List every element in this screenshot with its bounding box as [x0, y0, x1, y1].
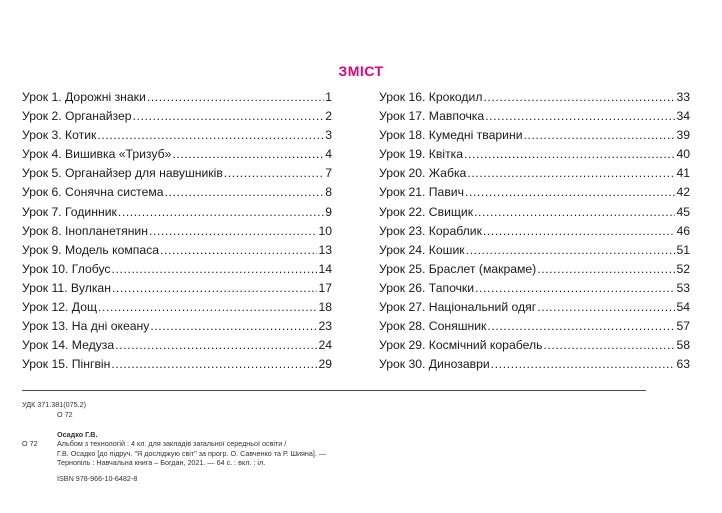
toc-entry-page: 58: [676, 338, 690, 353]
toc-entry-leader: [483, 88, 675, 107]
toc-entry-label: Урок 9. Модель компаса: [22, 242, 160, 257]
toc-entry-label: Урок 21. Павич: [379, 185, 464, 200]
toc-entry-leader: [111, 355, 317, 374]
toc-entry-page: 45: [676, 204, 690, 219]
toc-entry: [22, 317, 332, 336]
toc-entry-leader: [133, 107, 325, 126]
toc-entry-label: Урок 23. Кораблик: [379, 223, 482, 238]
toc-column-left: [22, 88, 332, 374]
toc-entry: [379, 336, 690, 355]
toc-entry-leader: [483, 222, 676, 241]
toc-entry-label: Урок 29. Космічний корабель: [379, 338, 543, 353]
toc-entry: [379, 203, 690, 222]
toc-entry-label: Урок 1. Дорожні знаки: [22, 90, 146, 104]
toc-entry-page: 2: [325, 109, 332, 124]
toc-entry-page: 46: [676, 223, 690, 238]
toc-entry-label: Урок 2. Органайзер: [22, 109, 132, 124]
toc-title: ЗМІСТ: [338, 63, 384, 79]
toc-entry-page: 34: [676, 109, 690, 124]
description-line-3: Тернопіль : Навчальна книга – Богдан, 2021. — 64 с. : вкл. : іл.: [57, 458, 266, 467]
toc-entry-page: 23: [318, 319, 332, 334]
toc-entry-page: 8: [325, 185, 332, 200]
toc-entry: [22, 279, 332, 298]
toc-entry: [22, 298, 332, 317]
toc-entry-label: Урок 8. Інопланетянин: [22, 223, 148, 238]
toc-entry-page: 40: [676, 147, 690, 162]
toc-entry: [379, 107, 690, 126]
toc-entry-page: 63: [676, 357, 690, 372]
toc-entry: [379, 317, 690, 336]
toc-entry: [22, 355, 332, 374]
author-name: Осадко Г.В.: [57, 430, 98, 439]
toc-entry-page: 7: [325, 166, 332, 181]
toc-entry: [379, 241, 690, 260]
toc-entry-leader: [475, 279, 675, 298]
toc-entry-label: Урок 7. Годинник: [22, 204, 117, 219]
toc-entry-leader: [464, 145, 675, 164]
toc-entry-page: 13: [318, 242, 332, 257]
toc-entry-page: 41: [676, 166, 690, 181]
toc-entry-page: 4: [325, 147, 332, 162]
toc-entry-leader: [466, 241, 676, 260]
toc-entry-page: 18: [318, 300, 332, 315]
toc-entry-page: 10: [318, 223, 332, 238]
toc-entry-leader: [524, 126, 676, 145]
toc-entry-page: 53: [676, 280, 690, 295]
toc-entry: [22, 145, 332, 164]
toc-entry-label: Урок 15. Пінгвін: [22, 357, 111, 372]
classification-code: О 72: [22, 439, 38, 448]
toc-entry: [22, 203, 332, 222]
toc-entry-page: 51: [676, 242, 690, 257]
toc-entry-page: 24: [318, 338, 332, 353]
toc-entry: [379, 88, 690, 107]
toc-entry-leader: [112, 260, 318, 279]
toc-entry: [379, 298, 690, 317]
toc-entry-page: 9: [325, 204, 332, 219]
description-line-1: Альбом з технологій : 4 кл. для закладів загальної середньої освіти /: [57, 439, 287, 448]
toc-entry-leader: [149, 222, 317, 241]
toc-entry-page: 42: [676, 185, 690, 200]
toc-entry-label: Урок 11. Вулкан: [22, 280, 111, 295]
toc-entry-label: Урок 22. Свищик: [379, 204, 474, 219]
toc-entry-leader: [160, 241, 317, 260]
toc-entry-label: Урок 30. Динозаври: [379, 357, 490, 372]
toc-entry-leader: [537, 298, 675, 317]
toc-entry-leader: [118, 203, 324, 222]
toc-entry-page: 52: [676, 261, 690, 276]
toc-column-right: [379, 88, 690, 374]
toc-entry-leader: [465, 183, 675, 202]
toc-entry-label: Урок 12. Дощ: [22, 300, 97, 315]
toc-entry-label: Урок 5. Органайзер для навушників: [22, 166, 223, 181]
toc-entry-leader: [543, 336, 675, 355]
toc-entry-leader: [491, 355, 676, 374]
toc-entry: [22, 107, 332, 126]
toc-entry-label: Урок 18. Кумедні тварини: [379, 128, 523, 143]
toc-entry-page: 14: [318, 261, 332, 276]
toc-entry: [379, 183, 690, 202]
toc-entry: [22, 164, 332, 183]
toc-entry: [379, 126, 690, 145]
toc-entry: [22, 126, 332, 145]
toc-entry-leader: [150, 317, 317, 336]
toc-entry: [379, 355, 690, 374]
toc-entry-label: Урок 17. Мавпочка: [379, 109, 485, 124]
toc-entry: [379, 279, 690, 298]
toc-entry: [22, 241, 332, 260]
toc-entry: [379, 222, 690, 241]
divider-line: [22, 390, 646, 391]
toc-entry-label: Урок 16. Крокодил: [379, 90, 483, 104]
toc-entry: [22, 88, 332, 107]
isbn: ISBN 978-966-10-6482-8: [57, 474, 138, 483]
toc-entry-leader: [467, 164, 675, 183]
toc-entry-label: Урок 3. Котик: [22, 128, 97, 143]
author-sign-code: О 72: [57, 410, 73, 419]
toc-entry-label: Урок 24. Кошик: [379, 242, 465, 257]
toc-entry-label: Урок 13. На дні океану: [22, 319, 150, 334]
toc-entry-label: Урок 6. Сонячна система: [22, 185, 164, 200]
toc-entry-leader: [224, 164, 324, 183]
toc-entry-page: 29: [318, 357, 332, 372]
toc-entry-label: Урок 4. Вишивка «Тризуб»: [22, 147, 172, 162]
toc-entry: [379, 145, 690, 164]
toc-entry-label: Урок 19. Квітка: [379, 147, 464, 162]
toc-entry: [22, 183, 332, 202]
toc-entry-page: 57: [676, 319, 690, 334]
toc-entry-page: 54: [676, 300, 690, 315]
toc-entry-label: Урок 25. Браслет (макраме): [379, 261, 537, 276]
toc-entry: [379, 164, 690, 183]
description-line-2: Г.В. Осадко [до підруч. "Я досліджую світ" за прогр. О. Савченко та Р. Шияна]. —: [57, 448, 327, 458]
toc-entry-page: 1: [325, 90, 332, 104]
toc-entry: [379, 260, 690, 279]
toc-entry-page: 33: [676, 90, 690, 104]
toc-entry-page: 3: [325, 128, 332, 143]
udk-code: УДК 371.381(075.2): [22, 400, 87, 409]
toc-entry-label: Урок 27. Національний одяг: [379, 300, 537, 315]
toc-entry-label: Урок 20. Жабка: [379, 166, 467, 181]
toc-entry-leader: [537, 260, 675, 279]
toc-entry-leader: [147, 88, 324, 107]
toc-entry-leader: [112, 279, 318, 298]
toc-entry-leader: [165, 183, 325, 202]
toc-entry-leader: [115, 336, 317, 355]
toc-entry-leader: [172, 145, 324, 164]
toc-entry: [22, 222, 332, 241]
toc-entry-page: 17: [318, 280, 332, 295]
toc-entry-label: Урок 26. Тапочки: [379, 280, 475, 295]
toc-entry-label: Урок 14. Медуза: [22, 338, 115, 353]
toc-entry-leader: [487, 317, 675, 336]
toc-entry-leader: [485, 107, 675, 126]
toc-entry-label: Урок 28. Соняшник: [379, 319, 487, 334]
toc-entry-page: 39: [676, 128, 690, 143]
toc-entry: [22, 260, 332, 279]
toc-entry-leader: [474, 203, 675, 222]
bibliographic-description: [57, 439, 326, 468]
toc-entry-leader: [98, 298, 317, 317]
toc-entry: [22, 336, 332, 355]
toc-entry-label: Урок 10. Глобус: [22, 261, 111, 276]
toc-entry-leader: [97, 126, 324, 145]
